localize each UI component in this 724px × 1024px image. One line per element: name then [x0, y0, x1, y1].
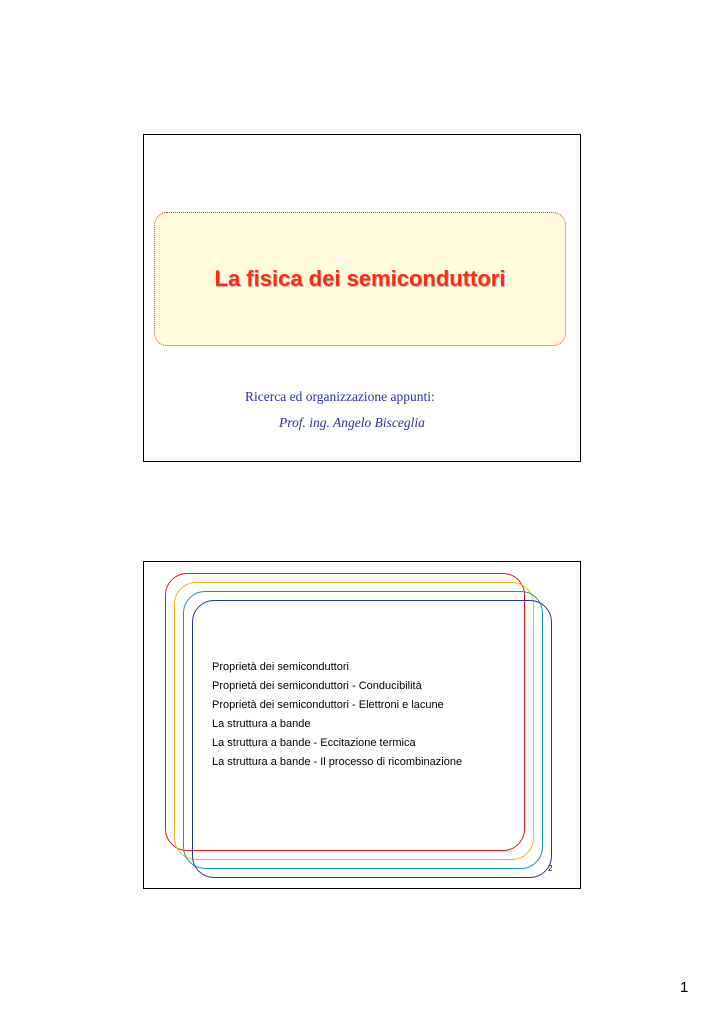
slide-2	[143, 561, 581, 889]
slide-title: La fisica dei semiconduttori	[214, 266, 506, 291]
title-box	[154, 212, 566, 346]
topic-list	[212, 658, 462, 772]
credit-label: Ricerca ed organizzazione appunti:	[245, 389, 435, 404]
credit-author: Prof. ing. Angelo Bisceglia	[279, 415, 425, 430]
slide-number: 2	[548, 864, 553, 873]
topic-item: La struttura a bande	[212, 718, 311, 730]
topic-item: La struttura a bande - Eccitazione termica	[212, 737, 416, 749]
topic-item: Proprietà dei semiconduttori - Conducibilità	[212, 680, 422, 692]
topic-item: La struttura a bande - Il processo di ricombinazione	[212, 756, 463, 768]
topic-item: Proprietà dei semiconduttori - Elettroni e lacune	[212, 699, 444, 711]
page-number: 1	[680, 979, 689, 996]
slide-1	[143, 134, 581, 462]
topic-item: Proprietà dei semiconduttori	[212, 661, 349, 673]
